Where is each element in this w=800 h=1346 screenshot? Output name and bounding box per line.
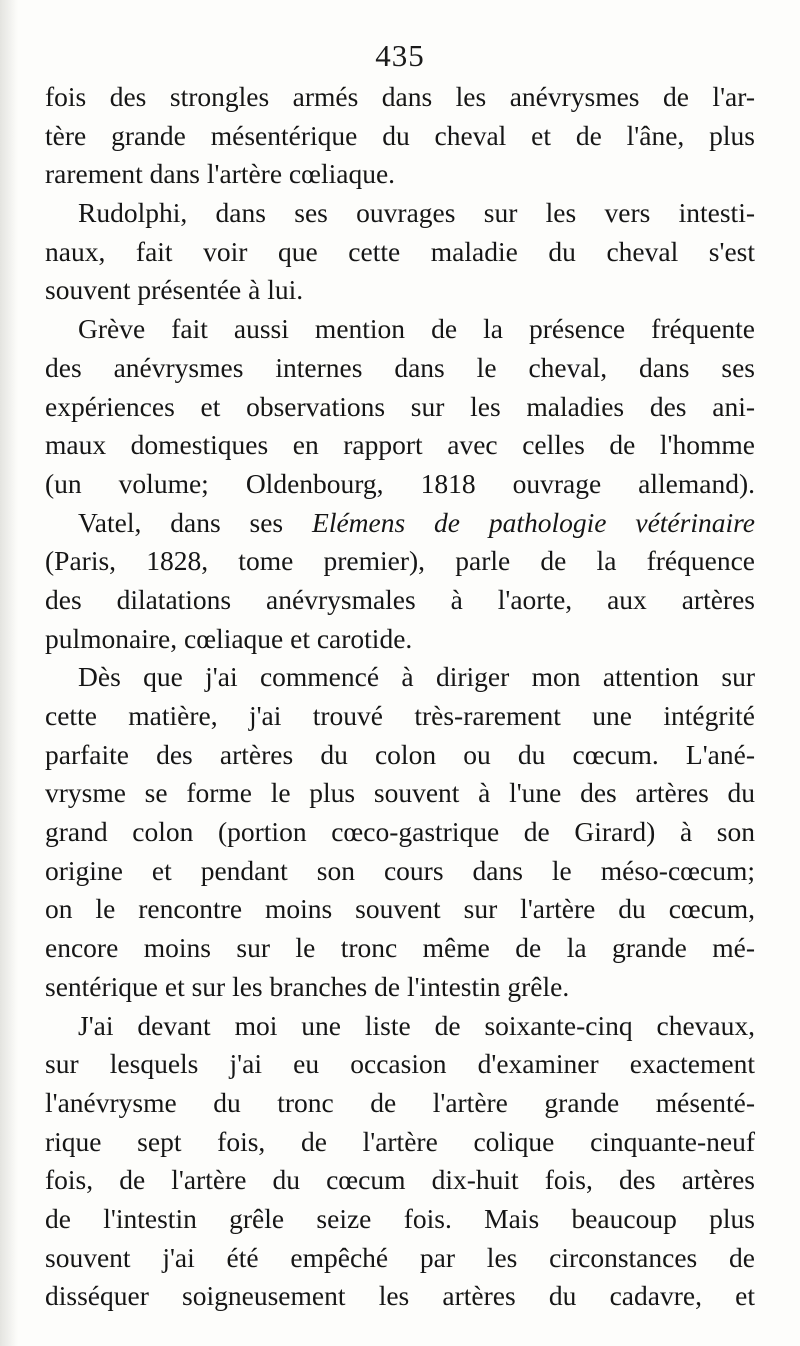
text-line: origine et pendant son cours dans le méso-cœcum; <box>45 854 755 886</box>
text-line: on le rencontre moins souvent sur l'artère du cœcum, <box>45 893 755 925</box>
text-line: disséquer soigneusement les artères du cadavre, et <box>45 1280 755 1312</box>
text-line: des anévrysmes internes dans le cheval, dans ses <box>45 351 755 383</box>
text-line-plain: Vatel, dans ses <box>78 506 313 538</box>
body-text <box>45 78 755 1316</box>
text-line: Grève fait aussi mention de la présence fréquente <box>78 313 755 345</box>
text-line: fois des strongles armés dans les anévrysmes de l'ar- <box>45 81 755 112</box>
text-line: grand colon (portion cœco-gastrique de Girard) à son <box>45 816 755 848</box>
text-line: naux, fait voir que cette maladie du cheval s'est <box>45 235 755 267</box>
text-line: (un volume; Oldenbourg, 1818 ouvrage allemand). <box>45 467 755 499</box>
text-line: Rudolphi, dans ses ouvrages sur les vers intesti- <box>78 197 755 229</box>
text-line: fois, de l'artère du cœcum dix-huit fois, des artères <box>45 1164 755 1196</box>
text-line: cette matière, j'ai trouvé très-rarement une intégrité <box>45 700 755 731</box>
text-line: souvent présentée à lui. <box>45 274 304 306</box>
text-line: parfaite des artères du colon ou du cœcum. L'ané- <box>45 738 755 770</box>
text-line: sentérique et sur les branches de l'intestin grêle. <box>45 970 570 1002</box>
text-line <box>45 504 755 543</box>
text-line: Dès que j'ai commencé à diriger mon attention sur <box>78 661 755 693</box>
book-title-italic: Elémens de pathologie vétérinaire <box>312 506 755 538</box>
text-line: rarement dans l'artère cœliaque. <box>45 158 396 190</box>
text-line: J'ai devant moi une liste de soixante-cinq chevaux, <box>78 1009 755 1041</box>
text-line: l'anévrysme du tronc de l'artère grande mésenté- <box>45 1086 755 1118</box>
text-line: encore moins sur le tronc même de la grande mé- <box>45 932 755 964</box>
text-line: des dilatations anévrysmales à l'aorte, aux artères <box>45 583 755 615</box>
text-line: souvent j'ai été empêché par les circonstances de <box>45 1241 755 1273</box>
text-line: rique sept fois, de l'artère colique cinquante-neuf <box>45 1125 755 1157</box>
text-line: expériences et observations sur les maladies des ani- <box>45 390 755 422</box>
text-line: tère grande mésentérique du cheval et de l'âne, plus <box>45 119 755 151</box>
text-line: vrysme se forme le plus souvent à l'une des artères du <box>45 777 755 809</box>
text-line: (Paris, 1828, tome premier), parle de la fréquence <box>45 545 755 577</box>
text-line: maux domestiques en rapport avec celles de l'homme <box>45 429 755 461</box>
text-line: sur lesquels j'ai eu occasion d'examiner exactement <box>45 1048 755 1080</box>
page-number: 435 <box>375 38 425 73</box>
page-gutter-shadow <box>0 0 18 1346</box>
text-line: pulmonaire, cœliaque et carotide. <box>45 622 413 654</box>
text-line: de l'intestin grêle seize fois. Mais beaucoup plus <box>45 1202 755 1234</box>
